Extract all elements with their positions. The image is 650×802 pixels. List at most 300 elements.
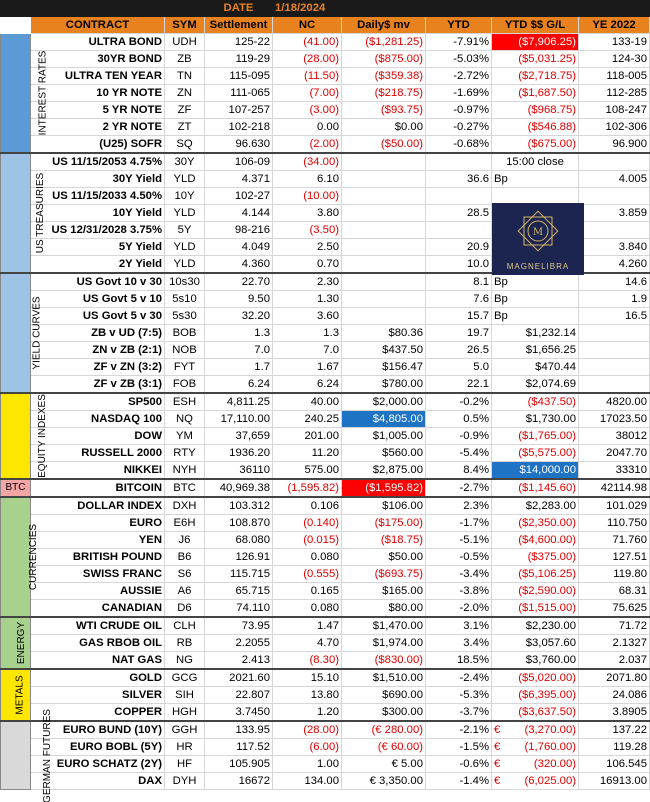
daily-mv-cell: (€ 280.00) bbox=[342, 721, 426, 739]
contract-cell: US 12/31/2028 3.75% bbox=[31, 222, 165, 239]
contract-cell: EURO BOBL (5Y) bbox=[31, 739, 165, 756]
ye-2022-cell: 33310 bbox=[579, 462, 650, 480]
settlement-cell: 2.413 bbox=[205, 652, 273, 670]
daily-mv-cell bbox=[342, 171, 426, 188]
ye-2022-cell bbox=[579, 325, 650, 342]
nc-cell: (10.00) bbox=[273, 188, 342, 205]
table-row bbox=[1, 462, 650, 480]
settlement-cell: 4.371 bbox=[205, 171, 273, 188]
ytd-cell: 28.5 bbox=[426, 205, 492, 222]
ye-2022-cell bbox=[579, 222, 650, 239]
ytd-gl-cell: ($1,765.00) bbox=[492, 428, 579, 445]
ytd-cell: 7.6 bbox=[426, 291, 492, 308]
ye-2022-cell: 68.31 bbox=[579, 583, 650, 600]
daily-mv-cell: $156.47 bbox=[342, 359, 426, 376]
contract-cell: 2Y Yield bbox=[31, 256, 165, 274]
contract-cell: ULTRA TEN YEAR bbox=[31, 68, 165, 85]
daily-mv-cell: € 3,350.00 bbox=[342, 773, 426, 790]
settlement-cell: 22.807 bbox=[205, 687, 273, 704]
ytd-gl-cell: $3,057.60 bbox=[492, 635, 579, 652]
nc-cell: 1.67 bbox=[273, 359, 342, 376]
ye-2022-cell: 119.80 bbox=[579, 566, 650, 583]
settlement-cell: 125-22 bbox=[205, 34, 273, 51]
ye-2022-cell: 112-285 bbox=[579, 85, 650, 102]
table-row bbox=[1, 359, 650, 376]
sym-cell: A6 bbox=[165, 583, 205, 600]
settlement-cell: 111-065 bbox=[205, 85, 273, 102]
daily-mv-cell: ($18.75) bbox=[342, 532, 426, 549]
ye-2022-cell: 4820.00 bbox=[579, 393, 650, 411]
ytd-gl-cell: ($4,600.00) bbox=[492, 532, 579, 549]
daily-mv-cell: (€ 60.00) bbox=[342, 739, 426, 756]
settlement-cell: 107-257 bbox=[205, 102, 273, 119]
contract-cell: NIKKEI bbox=[31, 462, 165, 480]
sym-cell: YLD bbox=[165, 171, 205, 188]
contract-cell: EURO BUND (10Y) bbox=[31, 721, 165, 739]
sym-cell: 5Y bbox=[165, 222, 205, 239]
nc-cell: (28.00) bbox=[273, 51, 342, 68]
table-row bbox=[1, 51, 650, 68]
sym-cell: NOB bbox=[165, 342, 205, 359]
ytd-gl-cell: Bp bbox=[492, 171, 579, 188]
nc-cell: 15.10 bbox=[273, 669, 342, 687]
settlement-cell: 115.715 bbox=[205, 566, 273, 583]
daily-mv-cell: $1,470.00 bbox=[342, 617, 426, 635]
contract-cell: DOLLAR INDEX bbox=[31, 497, 165, 515]
daily-mv-cell: $0.00 bbox=[342, 119, 426, 136]
ytd-cell: 19.7 bbox=[426, 325, 492, 342]
ytd-gl-cell: ($1,515.00) bbox=[492, 600, 579, 618]
nc-cell: (0.555) bbox=[273, 566, 342, 583]
ytd-cell: -5.1% bbox=[426, 532, 492, 549]
contract-cell: 5Y Yield bbox=[31, 239, 165, 256]
settlement-cell: 65.715 bbox=[205, 583, 273, 600]
ytd-cell: 36.6 bbox=[426, 171, 492, 188]
daily-mv-cell: ($1,595.82) bbox=[342, 479, 426, 497]
ye-2022-cell: 3.859 bbox=[579, 205, 650, 222]
table-row bbox=[1, 669, 650, 687]
table-row bbox=[1, 291, 650, 308]
ytd-cell: 3.4% bbox=[426, 635, 492, 652]
table-row bbox=[1, 739, 650, 756]
nc-cell: 240.25 bbox=[273, 411, 342, 428]
settlement-cell: 32.20 bbox=[205, 308, 273, 325]
ytd-cell: 5.0 bbox=[426, 359, 492, 376]
ytd-cell: -0.9% bbox=[426, 428, 492, 445]
table-row bbox=[1, 171, 650, 188]
nc-cell: 7.0 bbox=[273, 342, 342, 359]
sym-cell: YLD bbox=[165, 205, 205, 222]
ytd-gl-value: (6,025.00) bbox=[524, 775, 576, 787]
ytd-gl-cell: $1,656.25 bbox=[492, 342, 579, 359]
logo-text: MAGNELIBRA bbox=[506, 262, 570, 271]
sym-cell: FYT bbox=[165, 359, 205, 376]
nc-cell: (2.00) bbox=[273, 136, 342, 154]
settlement-cell: 6.24 bbox=[205, 376, 273, 394]
ytd-gl-cell bbox=[492, 739, 579, 756]
col-settlement: Settlement bbox=[205, 17, 273, 34]
table-row bbox=[1, 68, 650, 85]
contract-cell: US Govt 5 v 30 bbox=[31, 308, 165, 325]
contract-cell: GOLD bbox=[31, 669, 165, 687]
ye-2022-cell: 42114.98 bbox=[579, 479, 650, 497]
ytd-cell bbox=[426, 188, 492, 205]
settlement-cell: 96.630 bbox=[205, 136, 273, 154]
settlement-cell: 115-095 bbox=[205, 68, 273, 85]
ye-2022-cell: 16913.00 bbox=[579, 773, 650, 790]
ytd-cell: 0.5% bbox=[426, 411, 492, 428]
contract-cell: ZN v ZB (2:1) bbox=[31, 342, 165, 359]
col-daily-mv: Daily$ mv bbox=[342, 17, 426, 34]
ye-2022-cell: 2.037 bbox=[579, 652, 650, 670]
sym-cell: DXH bbox=[165, 497, 205, 515]
contract-cell: CANADIAN bbox=[31, 600, 165, 618]
ye-2022-cell: 71.72 bbox=[579, 617, 650, 635]
table-row bbox=[1, 273, 650, 291]
table-row bbox=[1, 704, 650, 722]
sym-cell: ESH bbox=[165, 393, 205, 411]
settlement-cell: 16672 bbox=[205, 773, 273, 790]
section-label: CURRENCIES bbox=[1, 497, 31, 617]
sym-cell: HF bbox=[165, 756, 205, 773]
contract-cell: ZF v ZN (3:2) bbox=[31, 359, 165, 376]
ytd-gl-cell: $2,283.00 bbox=[492, 497, 579, 515]
settlement-cell: 119-29 bbox=[205, 51, 273, 68]
contract-cell: 5 YR NOTE bbox=[31, 102, 165, 119]
table-row bbox=[1, 411, 650, 428]
ytd-gl-cell: ($1,145.60) bbox=[492, 479, 579, 497]
nc-cell: 201.00 bbox=[273, 428, 342, 445]
nc-cell: 13.80 bbox=[273, 687, 342, 704]
sym-cell: ZB bbox=[165, 51, 205, 68]
ytd-gl-value: (3,270.00) bbox=[524, 724, 576, 736]
table-row bbox=[1, 136, 650, 154]
settlement-cell: 7.0 bbox=[205, 342, 273, 359]
ye-2022-cell: 75.625 bbox=[579, 600, 650, 618]
table-row bbox=[1, 566, 650, 583]
ye-2022-cell: 118-005 bbox=[579, 68, 650, 85]
nc-cell: (3.50) bbox=[273, 222, 342, 239]
ye-2022-cell: 101.029 bbox=[579, 497, 650, 515]
nc-cell: (28.00) bbox=[273, 721, 342, 739]
ytd-cell: -1.7% bbox=[426, 515, 492, 532]
ye-2022-cell bbox=[579, 342, 650, 359]
sym-cell: YM bbox=[165, 428, 205, 445]
sym-cell: RB bbox=[165, 635, 205, 652]
table-row bbox=[1, 445, 650, 462]
ye-2022-cell: 2.1327 bbox=[579, 635, 650, 652]
daily-mv-cell bbox=[342, 205, 426, 222]
ytd-cell: -0.2% bbox=[426, 393, 492, 411]
settlement-cell: 22.70 bbox=[205, 273, 273, 291]
table-row bbox=[1, 428, 650, 445]
table-row bbox=[1, 515, 650, 532]
ye-2022-cell: 119.28 bbox=[579, 739, 650, 756]
nc-cell: 4.70 bbox=[273, 635, 342, 652]
settlement-cell: 106-09 bbox=[205, 153, 273, 171]
ye-2022-cell: 2047.70 bbox=[579, 445, 650, 462]
ytd-gl-value: (320.00) bbox=[533, 758, 576, 770]
ytd-cell: -2.0% bbox=[426, 600, 492, 618]
table-row bbox=[1, 188, 650, 205]
sym-cell: B6 bbox=[165, 549, 205, 566]
ye-2022-cell: 96.900 bbox=[579, 136, 650, 154]
euro-sign: € bbox=[494, 758, 501, 770]
contract-cell: US 11/15/2053 4.75% bbox=[31, 153, 165, 171]
ytd-gl-cell: ($5,575.00) bbox=[492, 445, 579, 462]
daily-mv-cell bbox=[342, 239, 426, 256]
section-label: US TREASURIES bbox=[1, 153, 31, 273]
nc-cell: (41.00) bbox=[273, 34, 342, 51]
col-sym: SYM bbox=[165, 17, 205, 34]
daily-mv-cell: $780.00 bbox=[342, 376, 426, 394]
nc-cell: 1.00 bbox=[273, 756, 342, 773]
daily-mv-cell bbox=[342, 291, 426, 308]
daily-mv-cell: $300.00 bbox=[342, 704, 426, 722]
nc-cell: 1.47 bbox=[273, 617, 342, 635]
daily-mv-cell bbox=[342, 308, 426, 325]
settlement-cell: 2021.60 bbox=[205, 669, 273, 687]
sym-cell: SQ bbox=[165, 136, 205, 154]
contract-cell: BRITISH POUND bbox=[31, 549, 165, 566]
ytd-cell: -0.68% bbox=[426, 136, 492, 154]
contract-cell: DOW bbox=[31, 428, 165, 445]
daily-mv-cell: ($693.75) bbox=[342, 566, 426, 583]
settlement-cell: 36110 bbox=[205, 462, 273, 480]
table-row bbox=[1, 549, 650, 566]
ye-2022-cell: 3.840 bbox=[579, 239, 650, 256]
table-row bbox=[1, 583, 650, 600]
daily-mv-cell: $1,974.00 bbox=[342, 635, 426, 652]
daily-mv-cell bbox=[342, 153, 426, 171]
ytd-gl-cell bbox=[492, 721, 579, 739]
sym-cell: NG bbox=[165, 652, 205, 670]
contract-cell: EURO SCHATZ (2Y) bbox=[31, 756, 165, 773]
contract-cell: YEN bbox=[31, 532, 165, 549]
ytd-cell: 26.5 bbox=[426, 342, 492, 359]
ytd-gl-cell: ($7,906.25) bbox=[492, 34, 579, 51]
ytd-cell: 8.4% bbox=[426, 462, 492, 480]
nc-cell: 0.165 bbox=[273, 583, 342, 600]
sym-cell: BOB bbox=[165, 325, 205, 342]
ye-2022-cell: 133-19 bbox=[579, 34, 650, 51]
ye-2022-cell: 127.51 bbox=[579, 549, 650, 566]
ye-2022-cell: 3.8905 bbox=[579, 704, 650, 722]
table-row bbox=[1, 342, 650, 359]
sym-cell: HGH bbox=[165, 704, 205, 722]
col-contract: CONTRACT bbox=[31, 17, 165, 34]
ytd-cell: 3.1% bbox=[426, 617, 492, 635]
nc-cell: (11.50) bbox=[273, 68, 342, 85]
table-row bbox=[1, 479, 650, 497]
daily-mv-cell: ($359.38) bbox=[342, 68, 426, 85]
settlement-cell: 40,969.38 bbox=[205, 479, 273, 497]
settlement-cell: 108.870 bbox=[205, 515, 273, 532]
svg-text:M: M bbox=[532, 227, 544, 238]
ytd-gl-cell: ($5,031.25) bbox=[492, 51, 579, 68]
nc-cell: (34.00) bbox=[273, 153, 342, 171]
date-row bbox=[1, 0, 650, 17]
daily-mv-cell: $80.36 bbox=[342, 325, 426, 342]
daily-mv-cell bbox=[342, 273, 426, 291]
ye-2022-cell: 14.6 bbox=[579, 273, 650, 291]
ytd-cell: 22.1 bbox=[426, 376, 492, 394]
contract-cell: NASDAQ 100 bbox=[31, 411, 165, 428]
contract-cell: 30Y Yield bbox=[31, 171, 165, 188]
nc-cell: 11.20 bbox=[273, 445, 342, 462]
sym-cell: S6 bbox=[165, 566, 205, 583]
contract-cell: DAX bbox=[31, 773, 165, 790]
nc-cell: 2.30 bbox=[273, 273, 342, 291]
settlement-cell: 4.049 bbox=[205, 239, 273, 256]
col-ye-2022: YE 2022 bbox=[579, 17, 650, 34]
contract-cell: AUSSIE bbox=[31, 583, 165, 600]
daily-mv-cell: $2,000.00 bbox=[342, 393, 426, 411]
nc-cell: 0.106 bbox=[273, 497, 342, 515]
ytd-cell: 20.9 bbox=[426, 239, 492, 256]
euro-sign: € bbox=[494, 724, 501, 736]
ye-2022-cell: 110.750 bbox=[579, 515, 650, 532]
settlement-cell: 102-218 bbox=[205, 119, 273, 136]
ytd-cell: -2.1% bbox=[426, 721, 492, 739]
ytd-cell: 18.5% bbox=[426, 652, 492, 670]
settlement-cell: 105.905 bbox=[205, 756, 273, 773]
ytd-gl-cell: $2,074.69 bbox=[492, 376, 579, 394]
daily-mv-cell: $4,805.00 bbox=[342, 411, 426, 428]
ytd-gl-cell: ($546.88) bbox=[492, 119, 579, 136]
nc-cell: 1.20 bbox=[273, 704, 342, 722]
sym-cell: YLD bbox=[165, 239, 205, 256]
table-row bbox=[1, 532, 650, 549]
sym-cell: YLD bbox=[165, 256, 205, 274]
ye-2022-cell bbox=[579, 376, 650, 394]
settlement-cell: 4.360 bbox=[205, 256, 273, 274]
nc-cell: 3.60 bbox=[273, 308, 342, 325]
daily-mv-cell: $2,875.00 bbox=[342, 462, 426, 480]
table-row bbox=[1, 600, 650, 618]
ytd-gl-cell: ($5,106.25) bbox=[492, 566, 579, 583]
table-row bbox=[1, 85, 650, 102]
contract-cell: BITCOIN bbox=[31, 479, 165, 497]
ytd-cell: -0.27% bbox=[426, 119, 492, 136]
sym-cell: CLH bbox=[165, 617, 205, 635]
section-label: BTC bbox=[1, 479, 31, 497]
settlement-cell: 1.7 bbox=[205, 359, 273, 376]
ye-2022-cell: 71.760 bbox=[579, 532, 650, 549]
sym-cell: HR bbox=[165, 739, 205, 756]
nc-cell: (1,595.82) bbox=[273, 479, 342, 497]
sym-cell: RTY bbox=[165, 445, 205, 462]
table-row bbox=[1, 393, 650, 411]
ytd-cell: -3.8% bbox=[426, 583, 492, 600]
ytd-gl-cell: $470.44 bbox=[492, 359, 579, 376]
col-ytd: YTD bbox=[426, 17, 492, 34]
sym-cell: NQ bbox=[165, 411, 205, 428]
section-label: GERMAN FUTURES bbox=[1, 721, 31, 790]
settlement-cell: 74.110 bbox=[205, 600, 273, 618]
nc-cell: 134.00 bbox=[273, 773, 342, 790]
nc-cell: 6.10 bbox=[273, 171, 342, 188]
ytd-gl-cell: ($3,637.50) bbox=[492, 704, 579, 722]
contract-cell: US Govt 10 v 30 bbox=[31, 273, 165, 291]
col-ytd-gl: YTD $$ G/L bbox=[492, 17, 579, 34]
nc-cell: 0.00 bbox=[273, 119, 342, 136]
ytd-cell: -1.5% bbox=[426, 739, 492, 756]
table-row bbox=[1, 617, 650, 635]
nc-cell: 40.00 bbox=[273, 393, 342, 411]
ye-2022-cell: 1.9 bbox=[579, 291, 650, 308]
magnelibra-logo bbox=[492, 203, 584, 275]
ytd-cell: 15.7 bbox=[426, 308, 492, 325]
contract-cell: SILVER bbox=[31, 687, 165, 704]
settlement-cell: 73.95 bbox=[205, 617, 273, 635]
settlement-cell: 117.52 bbox=[205, 739, 273, 756]
contract-cell: ZB v UD (7:5) bbox=[31, 325, 165, 342]
ytd-gl-cell: $14,000.00 bbox=[492, 462, 579, 480]
ytd-cell: -2.72% bbox=[426, 68, 492, 85]
ytd-gl-value: (1,760.00) bbox=[524, 741, 576, 753]
sym-cell: 10Y bbox=[165, 188, 205, 205]
ytd-cell: -1.4% bbox=[426, 773, 492, 790]
section-label: METALS bbox=[1, 669, 31, 721]
ytd-gl-cell: ($2,350.00) bbox=[492, 515, 579, 532]
ye-2022-cell: 4.260 bbox=[579, 256, 650, 274]
nc-cell: 2.50 bbox=[273, 239, 342, 256]
ytd-cell bbox=[426, 222, 492, 239]
settlement-cell: 103.312 bbox=[205, 497, 273, 515]
settlement-cell: 17,110.00 bbox=[205, 411, 273, 428]
daily-mv-cell: ($175.00) bbox=[342, 515, 426, 532]
header-row bbox=[1, 17, 650, 34]
nc-cell: (7.00) bbox=[273, 85, 342, 102]
date-label: DATE bbox=[205, 0, 273, 17]
contract-cell: WTI CRUDE OIL bbox=[31, 617, 165, 635]
settlement-cell: 3.7450 bbox=[205, 704, 273, 722]
section-label: INTEREST RATES bbox=[1, 34, 31, 154]
section-label: ENERGY bbox=[1, 617, 31, 669]
settlement-cell: 37,659 bbox=[205, 428, 273, 445]
nc-cell: (0.140) bbox=[273, 515, 342, 532]
sym-cell: NYH bbox=[165, 462, 205, 480]
ytd-cell: -7.91% bbox=[426, 34, 492, 51]
ye-2022-cell: 106.545 bbox=[579, 756, 650, 773]
table-row bbox=[1, 102, 650, 119]
ytd-gl-cell: ($968.75) bbox=[492, 102, 579, 119]
ytd-cell bbox=[426, 153, 492, 171]
contract-cell: ZF v ZB (3:1) bbox=[31, 376, 165, 394]
ye-2022-cell bbox=[579, 153, 650, 171]
col-nc: NC bbox=[273, 17, 342, 34]
star-emblem-icon bbox=[514, 207, 562, 255]
sym-cell: FOB bbox=[165, 376, 205, 394]
daily-mv-cell: $560.00 bbox=[342, 445, 426, 462]
daily-mv-cell: € 5.00 bbox=[342, 756, 426, 773]
settlement-cell: 1936.20 bbox=[205, 445, 273, 462]
settlement-cell: 126.91 bbox=[205, 549, 273, 566]
contract-cell: US Govt 5 v 10 bbox=[31, 291, 165, 308]
settlement-cell: 9.50 bbox=[205, 291, 273, 308]
table-row bbox=[1, 325, 650, 342]
ye-2022-cell: 4.005 bbox=[579, 171, 650, 188]
ytd-gl-cell: $2,230.00 bbox=[492, 617, 579, 635]
section-label: YIELD CURVES bbox=[1, 273, 31, 393]
sym-cell: J6 bbox=[165, 532, 205, 549]
ytd-gl-cell bbox=[492, 188, 579, 205]
ytd-gl-cell: Bp bbox=[492, 291, 579, 308]
nc-cell: 0.080 bbox=[273, 549, 342, 566]
contract-cell: SWISS FRANC bbox=[31, 566, 165, 583]
ye-2022-cell bbox=[579, 188, 650, 205]
